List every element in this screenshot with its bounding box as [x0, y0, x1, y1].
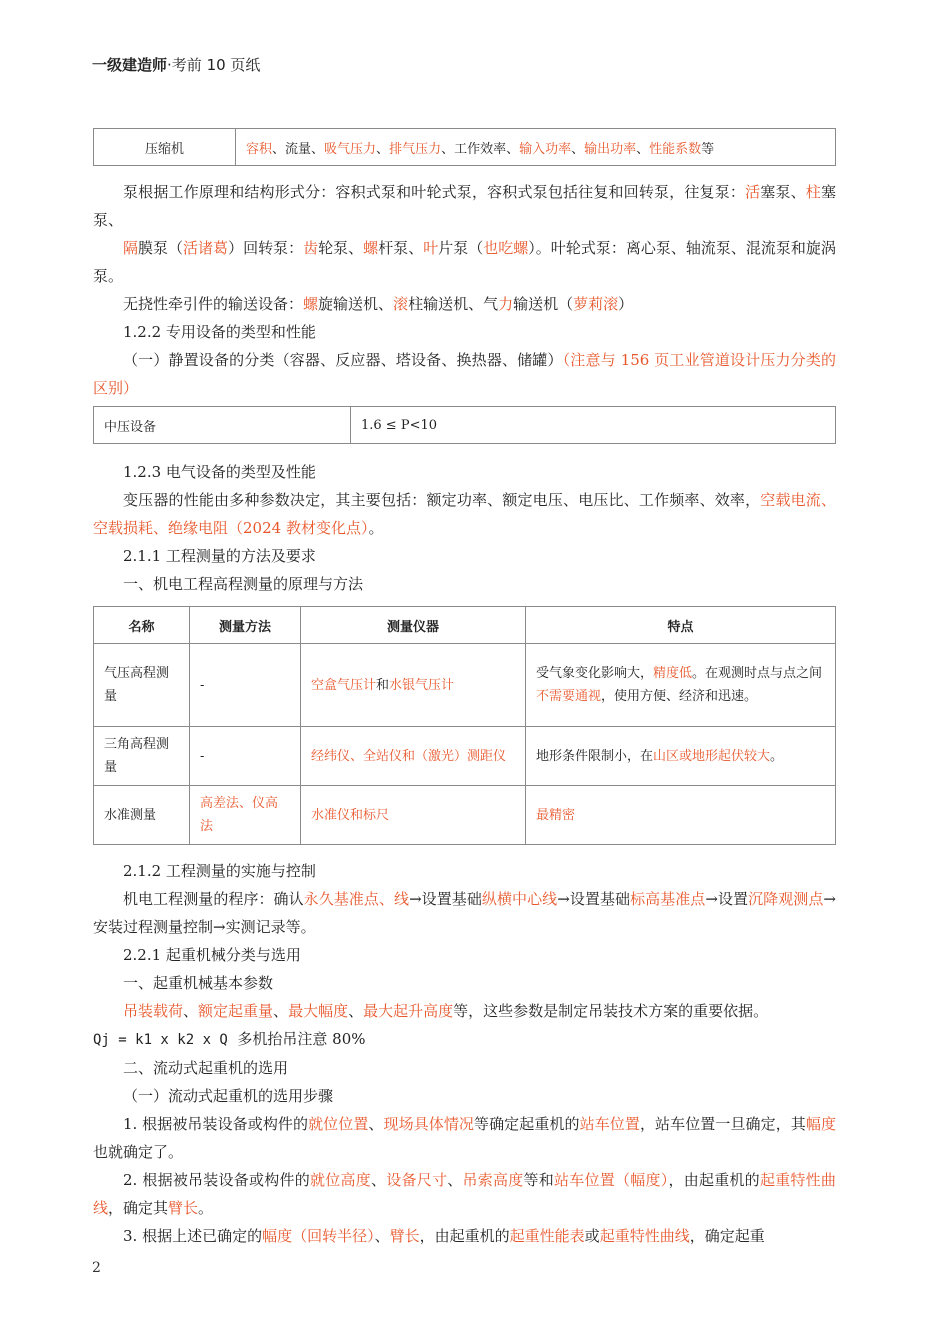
text-span: ）回转泵：	[228, 239, 304, 257]
text-span: 吊索高度	[462, 1171, 524, 1189]
text-span: 输出功率	[584, 141, 637, 157]
selection-step-3	[93, 1222, 836, 1250]
text-span: 和	[376, 677, 390, 693]
column-header: 测量方法	[190, 607, 301, 644]
text-span: 2. 根据被吊装设备或构件的	[123, 1171, 311, 1189]
table-row	[94, 727, 836, 786]
text-span: 等，这些参数是制定吊装技术方案的重要依据。	[453, 1002, 769, 1020]
text-span: 叶	[423, 239, 439, 257]
text-span: （一）静置设备的分类（容器、反应器、塔设备、换热器、储罐）	[123, 351, 563, 369]
text-span: 、	[183, 1002, 199, 1020]
section-heading-2-2-1: 2.2.1 起重机械分类与选用	[123, 946, 301, 964]
table-cell: 最精密	[526, 786, 836, 845]
formula-code: Qj = k1 x k2 x Q	[93, 1032, 228, 1048]
transformer-paragraph	[93, 486, 836, 542]
text-span: 、	[368, 1115, 384, 1133]
text-span: 排气压力	[389, 141, 442, 157]
text-span: 精度低	[653, 666, 693, 681]
text-span: 、流量、	[272, 141, 325, 157]
text-span: 塞泵、	[93, 183, 836, 229]
pump-paragraph-2	[93, 234, 836, 290]
column-header: 名称	[94, 607, 190, 644]
table-row	[94, 644, 836, 727]
table-row	[94, 786, 836, 845]
text-span: 杆泵、	[378, 239, 424, 257]
crane-parameters-paragraph	[93, 997, 836, 1025]
text-span: 萝莉滚	[573, 295, 619, 313]
text-span: ，由起重机的	[668, 1171, 760, 1189]
pump-paragraph-1	[93, 178, 836, 234]
text-span: 最大幅度	[288, 1002, 349, 1020]
text-span: 不需要通视	[536, 689, 602, 704]
text-span: 、工作效率、	[441, 141, 520, 157]
page-header	[92, 54, 260, 75]
text-span: ，使用方便、经济和迅速。	[601, 689, 758, 704]
text-span: （注意与 156 页工业管道设计压力分类的区别）	[93, 351, 836, 397]
table-cell: -	[190, 644, 301, 727]
text-span: 额定起重量	[198, 1002, 274, 1020]
compressor-table	[93, 128, 836, 166]
text-span: ）	[618, 295, 634, 313]
text-span: 。	[368, 519, 384, 537]
elevation-measurement-table	[93, 606, 836, 845]
text-span: 吊装载荷	[123, 1002, 184, 1020]
survey-procedure-paragraph	[93, 885, 836, 941]
text-span: 、	[447, 1171, 463, 1189]
text-span: ，由起重机的	[419, 1227, 510, 1245]
text-span: 力	[498, 295, 514, 313]
table-cell	[301, 644, 526, 727]
text-span: 幅度（回转半径）	[262, 1227, 375, 1245]
text-span: 空载电流、空载损耗、绝缘电阻（2024 教材变化点）	[93, 491, 836, 537]
text-span: 或	[584, 1227, 600, 1245]
header-title: 一级建造师	[92, 56, 168, 74]
table-cell: 经纬仪、全站仪和（激光）测距仪	[301, 727, 526, 786]
text-span: →设置基础	[409, 890, 482, 908]
text-span: ，确定其	[108, 1199, 169, 1217]
text-span: 滚	[393, 295, 409, 313]
text-span: 就位位置	[308, 1115, 369, 1133]
text-span: 螺	[303, 295, 319, 313]
text-span: 也吃螺	[483, 239, 529, 257]
text-span: 臂长	[389, 1227, 420, 1245]
text-span: 等	[701, 141, 715, 157]
table-cell-label: 中压设备	[94, 407, 351, 444]
formula-note: 多机抬吊注意 80%	[227, 1030, 366, 1048]
text-span: 柱	[805, 183, 821, 201]
text-span: 隔	[123, 239, 139, 257]
selection-step-1	[93, 1110, 836, 1166]
text-span: 标高基准点	[630, 890, 706, 908]
text-span: 山区或地形起伏较大	[653, 748, 771, 764]
text-span: 永久基准点、线	[303, 890, 410, 908]
text-span: 、	[273, 1002, 289, 1020]
table-cell-value	[236, 129, 836, 166]
text-span: 塞泵、	[760, 183, 806, 201]
text-span: 无挠性牵引件的输送设备：	[123, 295, 304, 313]
text-span: 受气象变化影响大，	[536, 666, 654, 681]
table-cell: 气压高程测量	[94, 644, 190, 727]
text-span: 、	[374, 1227, 390, 1245]
text-span: 等确定起重机的	[474, 1115, 580, 1133]
table-cell-label: 压缩机	[94, 129, 236, 166]
text-span: 、	[636, 141, 650, 157]
subheading-selection-steps: （一）流动式起重机的选用步骤	[123, 1087, 334, 1105]
column-header: 特点	[526, 607, 836, 644]
text-span: →设置	[705, 890, 749, 908]
text-span: 臂长	[168, 1199, 199, 1217]
text-span: 。在观测时点与点之间	[692, 666, 823, 681]
table-cell: -	[190, 727, 301, 786]
text-span: 站车位置（幅度）	[553, 1171, 669, 1189]
table-cell	[526, 727, 836, 786]
text-span: 站车位置	[579, 1115, 640, 1133]
text-span: 螺	[363, 239, 379, 257]
text-span: 。	[770, 748, 784, 764]
table-row	[94, 407, 836, 444]
text-span: 起重性能表	[509, 1227, 585, 1245]
text-span: 容积	[246, 141, 273, 157]
text-span: 。	[198, 1199, 214, 1217]
conveyor-paragraph	[93, 290, 836, 318]
text-span: 起重特性曲线	[599, 1227, 690, 1245]
text-span: 最大起升高度	[363, 1002, 454, 1020]
text-span: 柱输送机、气	[408, 295, 499, 313]
section-heading-1-2-3: 1.2.3 电气设备的类型及性能	[123, 463, 316, 481]
section-heading-2-1-2: 2.1.2 工程测量的实施与控制	[123, 862, 316, 880]
text-span: 、	[571, 141, 585, 157]
text-span: →设置基础	[557, 890, 631, 908]
text-span: 吸气压力	[324, 141, 377, 157]
table-cell	[526, 644, 836, 727]
subheading-elevation: 一、机电工程高程测量的原理与方法	[123, 575, 364, 593]
text-span: 沉降观测点	[748, 890, 824, 908]
subheading-crane-parameters: 一、起重机械基本参数	[123, 974, 274, 992]
text-span: 设备尺寸	[386, 1171, 448, 1189]
header-dot: ·	[167, 56, 172, 74]
section-heading-2-1-1: 2.1.1 工程测量的方法及要求	[123, 547, 316, 565]
table-cell-value: 1.6 ≤ P<10	[351, 407, 836, 444]
text-span: ）。叶轮式泵：离心泵、轴流泵、混流泵和旋涡泵。	[93, 239, 836, 285]
text-span: 片泵（	[438, 239, 484, 257]
table-row	[94, 129, 836, 166]
text-span: 、	[348, 1002, 364, 1020]
pressure-table	[93, 406, 836, 444]
text-span: ，确定起重	[689, 1227, 765, 1245]
text-span: 输送机（	[513, 295, 574, 313]
page-number: 2	[92, 1260, 101, 1276]
text-span: 地形条件限制小，在	[536, 748, 654, 764]
section-heading-1-2-2: 1.2.2 专用设备的类型和性能	[123, 323, 316, 341]
text-span: 幅度	[805, 1115, 836, 1133]
text-span: 现场具体情况	[383, 1115, 475, 1133]
text-span: 机电工程测量的程序：确认	[123, 890, 304, 908]
text-span: 活诸葛	[183, 239, 229, 257]
load-formula	[93, 1025, 836, 1054]
text-span: 膜泵（	[138, 239, 184, 257]
text-span: 起重特性曲线	[93, 1171, 836, 1217]
header-subtitle: 考前 10 页纸	[171, 56, 261, 74]
text-span: 活	[745, 183, 761, 201]
selection-step-2	[93, 1166, 836, 1222]
text-span: 等和	[523, 1171, 554, 1189]
text-span: 、	[376, 141, 390, 157]
text-span: 轮泵、	[318, 239, 364, 257]
text-span: 也就确定了。	[93, 1143, 184, 1161]
table-header-row	[94, 607, 836, 644]
text-span: 3. 根据上述已确定的	[123, 1227, 263, 1245]
table-cell: 水准测量	[94, 786, 190, 845]
text-span: 齿	[303, 239, 319, 257]
text-span: 输入功率	[519, 141, 572, 157]
table-cell: 三角高程测量	[94, 727, 190, 786]
text-span: →安装过程测量控制→实测记录等。	[93, 890, 836, 936]
text-span: ，站车位置一旦确定，其	[639, 1115, 806, 1133]
text-span: 变压器的性能由多种参数决定，其主要包括：额定功率、额定电压、电压比、工作频率、效率，	[123, 491, 761, 509]
column-header: 测量仪器	[301, 607, 526, 644]
document-body	[93, 128, 836, 1250]
table-cell: 水准仪和标尺	[301, 786, 526, 845]
text-span: 纵横中心线	[481, 890, 558, 908]
text-span: 空盒气压计	[311, 677, 377, 693]
text-span: 泵根据工作原理和结构形式分：容积式泵和叶轮式泵，容积式泵包括往复和回转泵，往复泵：	[123, 183, 746, 201]
text-span: 、	[371, 1171, 387, 1189]
text-span: 旋输送机、	[318, 295, 394, 313]
subheading-mobile-crane: 二、流动式起重机的选用	[123, 1059, 289, 1077]
text-span: 1. 根据被吊装设备或构件的	[123, 1115, 309, 1133]
text-span: 就位高度	[310, 1171, 372, 1189]
static-equipment-paragraph	[93, 346, 836, 402]
table-cell: 高差法、仪高法	[190, 786, 301, 845]
text-span: 水银气压计	[389, 677, 455, 693]
text-span: 性能系数	[649, 141, 702, 157]
